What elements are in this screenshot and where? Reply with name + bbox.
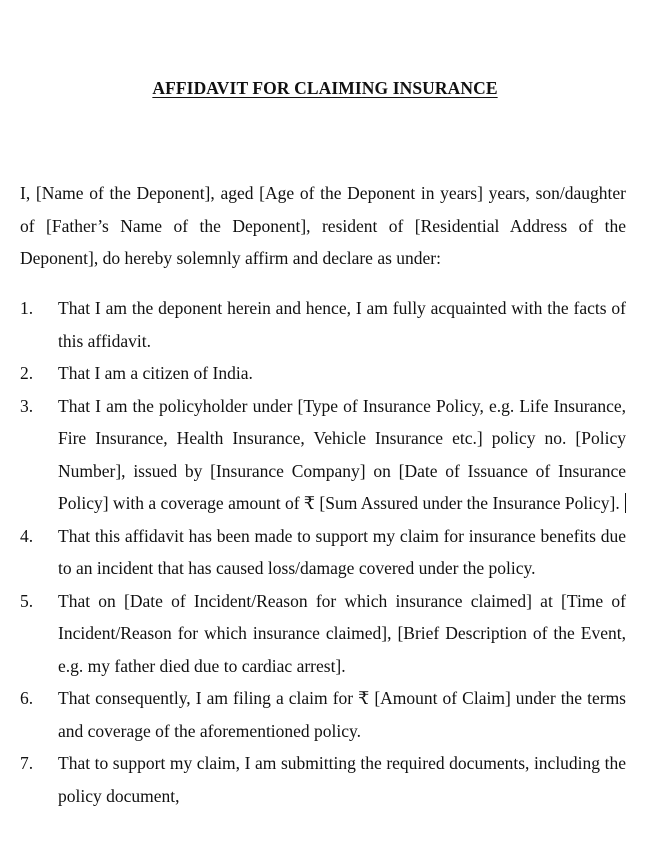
- item-number: 1.: [20, 298, 34, 318]
- list-item: [20, 520, 626, 585]
- item-number: 2.: [20, 363, 34, 383]
- document-title: AFFIDAVIT FOR CLAIMING INSURANCE: [152, 78, 498, 98]
- text-cursor: [625, 493, 626, 513]
- list-item: [20, 390, 626, 520]
- item-number: 6.: [20, 688, 34, 708]
- list-item: [20, 682, 626, 747]
- item-number: 3.: [20, 395, 34, 416]
- list-item: [20, 357, 626, 390]
- item-number: 4.: [20, 525, 34, 546]
- item-text[interactable]: That to support my claim, I am submitting the required documents, including the policy document,: [58, 753, 626, 806]
- list-item: [20, 747, 626, 812]
- item-text[interactable]: That on [Date of Incident/Reason for which insurance claimed] at [Time of Incident/Reason for which insurance claimed], [Brief Description of the Event, e.g. my father died due to cardiac arrest].: [58, 590, 626, 676]
- list-item: [20, 585, 626, 683]
- declaration-list: [20, 292, 626, 812]
- item-number: 5.: [20, 590, 34, 611]
- item-text[interactable]: That I am the policyholder under [Type of Insurance Policy, e.g. Life Insurance, Fire Insurance, Health Insurance, Vehicle Insurance etc.] policy no. [Policy Number], issued by [Insurance Company] on [Date of Issuance of Insurance Policy] with a coverage amount of ₹ [Sum Assured under the Insurance Policy].: [58, 395, 626, 513]
- list-item: [20, 292, 626, 357]
- item-text[interactable]: That I am the deponent herein and hence, I am fully acquainted with the facts of this affidavit.: [58, 298, 626, 351]
- item-text[interactable]: That I am a citizen of India.: [58, 363, 253, 383]
- item-number: 7.: [20, 753, 34, 773]
- item-text[interactable]: That consequently, I am filing a claim for ₹ [Amount of Claim] under the terms and coverage of the aforementioned policy.: [58, 688, 626, 741]
- intro-paragraph[interactable]: I, [Name of the Deponent], aged [Age of the Deponent in years] years, son/daughter of [Father’s Name of the Deponent], resident of [Residential Address of the Deponent], do hereby solemnly affirm and declare as under:: [20, 183, 626, 268]
- item-text-with-cursor[interactable]: [58, 390, 626, 520]
- item-text[interactable]: That this affidavit has been made to support my claim for insurance benefits due to an incident that has caused loss/damage covered under the policy.: [58, 525, 626, 578]
